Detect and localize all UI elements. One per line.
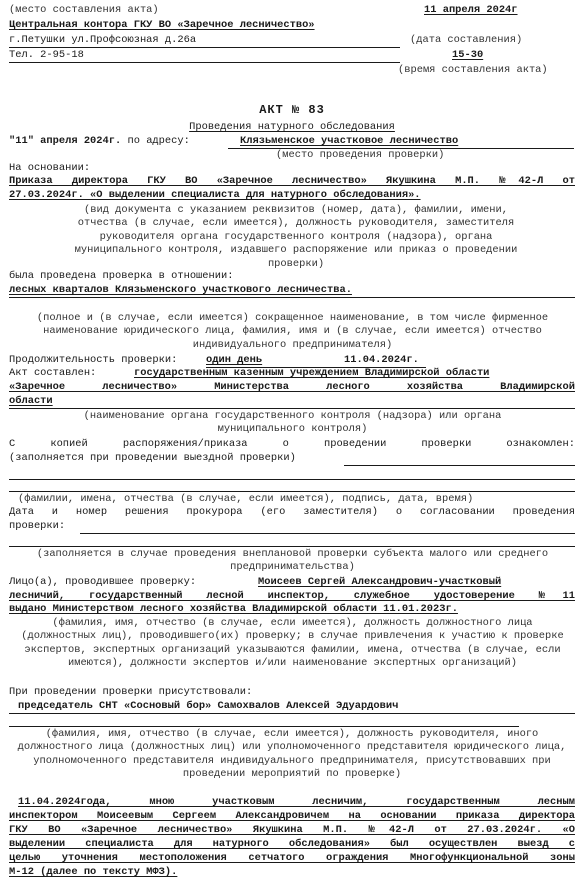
compiled-caption: (наименование органа государственного контроля (надзора) или органа муниципального контроля) — [83, 410, 502, 436]
present-underline — [9, 713, 575, 714]
act-date-top: 11 апреля 2024г — [424, 4, 518, 16]
inspector-line-1: Моисеев Сергей Александрович-участковый — [258, 576, 502, 588]
present-label: При проведении проверки присутствовали: — [9, 686, 253, 698]
compiled-underline — [9, 408, 575, 409]
inspection-place: Клязьменское участковое лесничество — [240, 135, 459, 147]
present-caption: (фамилия, имя, отчество (в случае, если имеется), должность руководителя, иного должностного лица (должностных лиц) или уполномоченного представителя юридического лица, уполномоченного представителя индивидуального предпринимателя, присутствовавших при проведении мероприятий по проверке) — [17, 728, 567, 781]
order-copy-fill-2[interactable] — [9, 479, 575, 480]
address-underline — [9, 47, 400, 48]
duration-value: один день — [206, 354, 263, 366]
prosecutor-fill-2[interactable] — [9, 546, 575, 547]
findings-line-4: выделении специалиста для натурного обследования» был осуществлен выезд с — [9, 838, 575, 850]
inspected-caption: (полное и (в случае, если имеется) сокращенное наименование, в том числе фирменное наименование юридического лица, фамилия, имя и (в случае, если имеется) отчество индивидуального предпринимателя) — [36, 312, 549, 351]
act-title: АКТ № 83 — [259, 103, 325, 117]
prosecutor-caption: (заполняется в случае проведения внеплановой проверки субъекта малого или среднего предпринимательства) — [36, 548, 549, 574]
inspected-value: лесных кварталов Клязьменского участкового лесничества. — [9, 284, 352, 296]
findings-line-3: ГКУ ВО «Заречное лесничество» Якушкина М.П. №42-Л от 27.03.2024г. «О — [9, 824, 575, 836]
findings-line-5: целью уточнения местоположения сетчатого ограждения Многофункциональной зоны — [9, 852, 575, 864]
act-subtitle: Проведения натурного обследования — [189, 121, 395, 133]
inspector-caption: (фамилия, имя, отчество (в случае, если имеется), должность должностного лица (должностных лиц), проводившего(их) проверку; в случае привлечения к участию к проверке экспертов, экспертных организаций указываются фамилии, имена, отчества (в случае, если имеются), должности экспертов и/или наименование экспертных организаций) — [21, 617, 564, 670]
findings-line-1: 11.04.2024года, мною участковым лесничим, государственным лесным — [18, 796, 575, 808]
basis-caption: (вид документа с указанием реквизитов (номер, дата), фамилии, имени, отчества (в случае, если имеется), должность руководителя, заместителя руководителя органа государственного контроля (надзора), органа муниципального контроля, издавшего распоряжение или приказ о проведении проверки) — [74, 204, 518, 270]
org-phone: Тел. 2-95-18 — [9, 49, 84, 61]
present-value: председатель СНТ «Сосновый бор» Самохвалов Алексей Эдуардович — [18, 700, 399, 712]
basis-line-1: Приказа директора ГКУ ВО «Заречное лесничество» Якушкина М.П. №42-Л от — [9, 175, 575, 187]
compiled-line-2: «Заречное лесничество» Министерства лесного хозяйства Владимирской — [9, 381, 575, 393]
duration-label: Продолжительность проверки: — [9, 354, 178, 366]
prosecutor-fill-1[interactable] — [80, 533, 575, 534]
place-caption: (место составления акта) — [9, 4, 159, 16]
findings-line-2: инспектором Моисеевым Сергеем Александровичем на основании приказа директора — [9, 810, 575, 822]
order-copy-line-2: (заполняется при проведении выездной проверки) — [9, 452, 296, 464]
compiled-line-1: государственным казенным учреждением Владимирской области — [134, 367, 490, 379]
inspector-label: Лицо(а), проводившее проверку: — [9, 576, 197, 588]
prosecutor-line-2: проверки: — [9, 520, 66, 532]
inspected-underline — [9, 297, 575, 298]
inspected-label: была проведена проверка в отношении: — [9, 270, 234, 282]
duration-date: 11.04.2024г. — [344, 354, 419, 366]
order-copy-fill-3[interactable] — [9, 491, 575, 492]
act-date: "11" апреля 2024г. — [9, 135, 122, 147]
basis-label: На основании: — [9, 162, 91, 174]
time-caption: (время составления акта) — [398, 64, 548, 76]
compiled-label: Акт составлен: — [9, 367, 97, 379]
order-copy-line-1: С копией распоряжения/приказа о проведении проверки ознакомлен: — [9, 438, 575, 450]
date-caption: (дата составления) — [410, 34, 523, 46]
inspection-place-caption: (место проведения проверки) — [276, 149, 445, 161]
basis-line-2: 27.03.2024г. «О выделении специалиста для натурного обследования». — [9, 189, 421, 201]
compiled-line-3: области — [9, 395, 53, 407]
act-time: 15-30 — [452, 49, 484, 61]
inspector-line-3: выдано Министерством лесного хозяйства Владимирской области 11.01.2023г. — [9, 603, 458, 615]
inspector-line-2: лесничий, государственный лесной инспектор, служебное удостоверение №11 — [9, 590, 575, 602]
present-fill[interactable] — [9, 726, 519, 727]
org-address: г.Петушки ул.Профсоюзная д.26а — [9, 34, 197, 46]
org-name: Центральная контора ГКУ ВО «Заречное лесничество» — [9, 19, 315, 31]
phone-underline — [9, 62, 400, 63]
order-copy-caption: (фамилии, имена, отчества (в случае, если имеется), подпись, дата, время) — [18, 493, 474, 505]
order-copy-fill-1[interactable] — [344, 465, 575, 466]
at-address-label: по адресу: — [121, 135, 190, 147]
findings-line-6: М-12 (далее по тексту МФЗ). — [9, 866, 178, 878]
prosecutor-line-1: Дата и номер решения прокурора (его заместителя) о согласовании проведения — [9, 506, 575, 518]
